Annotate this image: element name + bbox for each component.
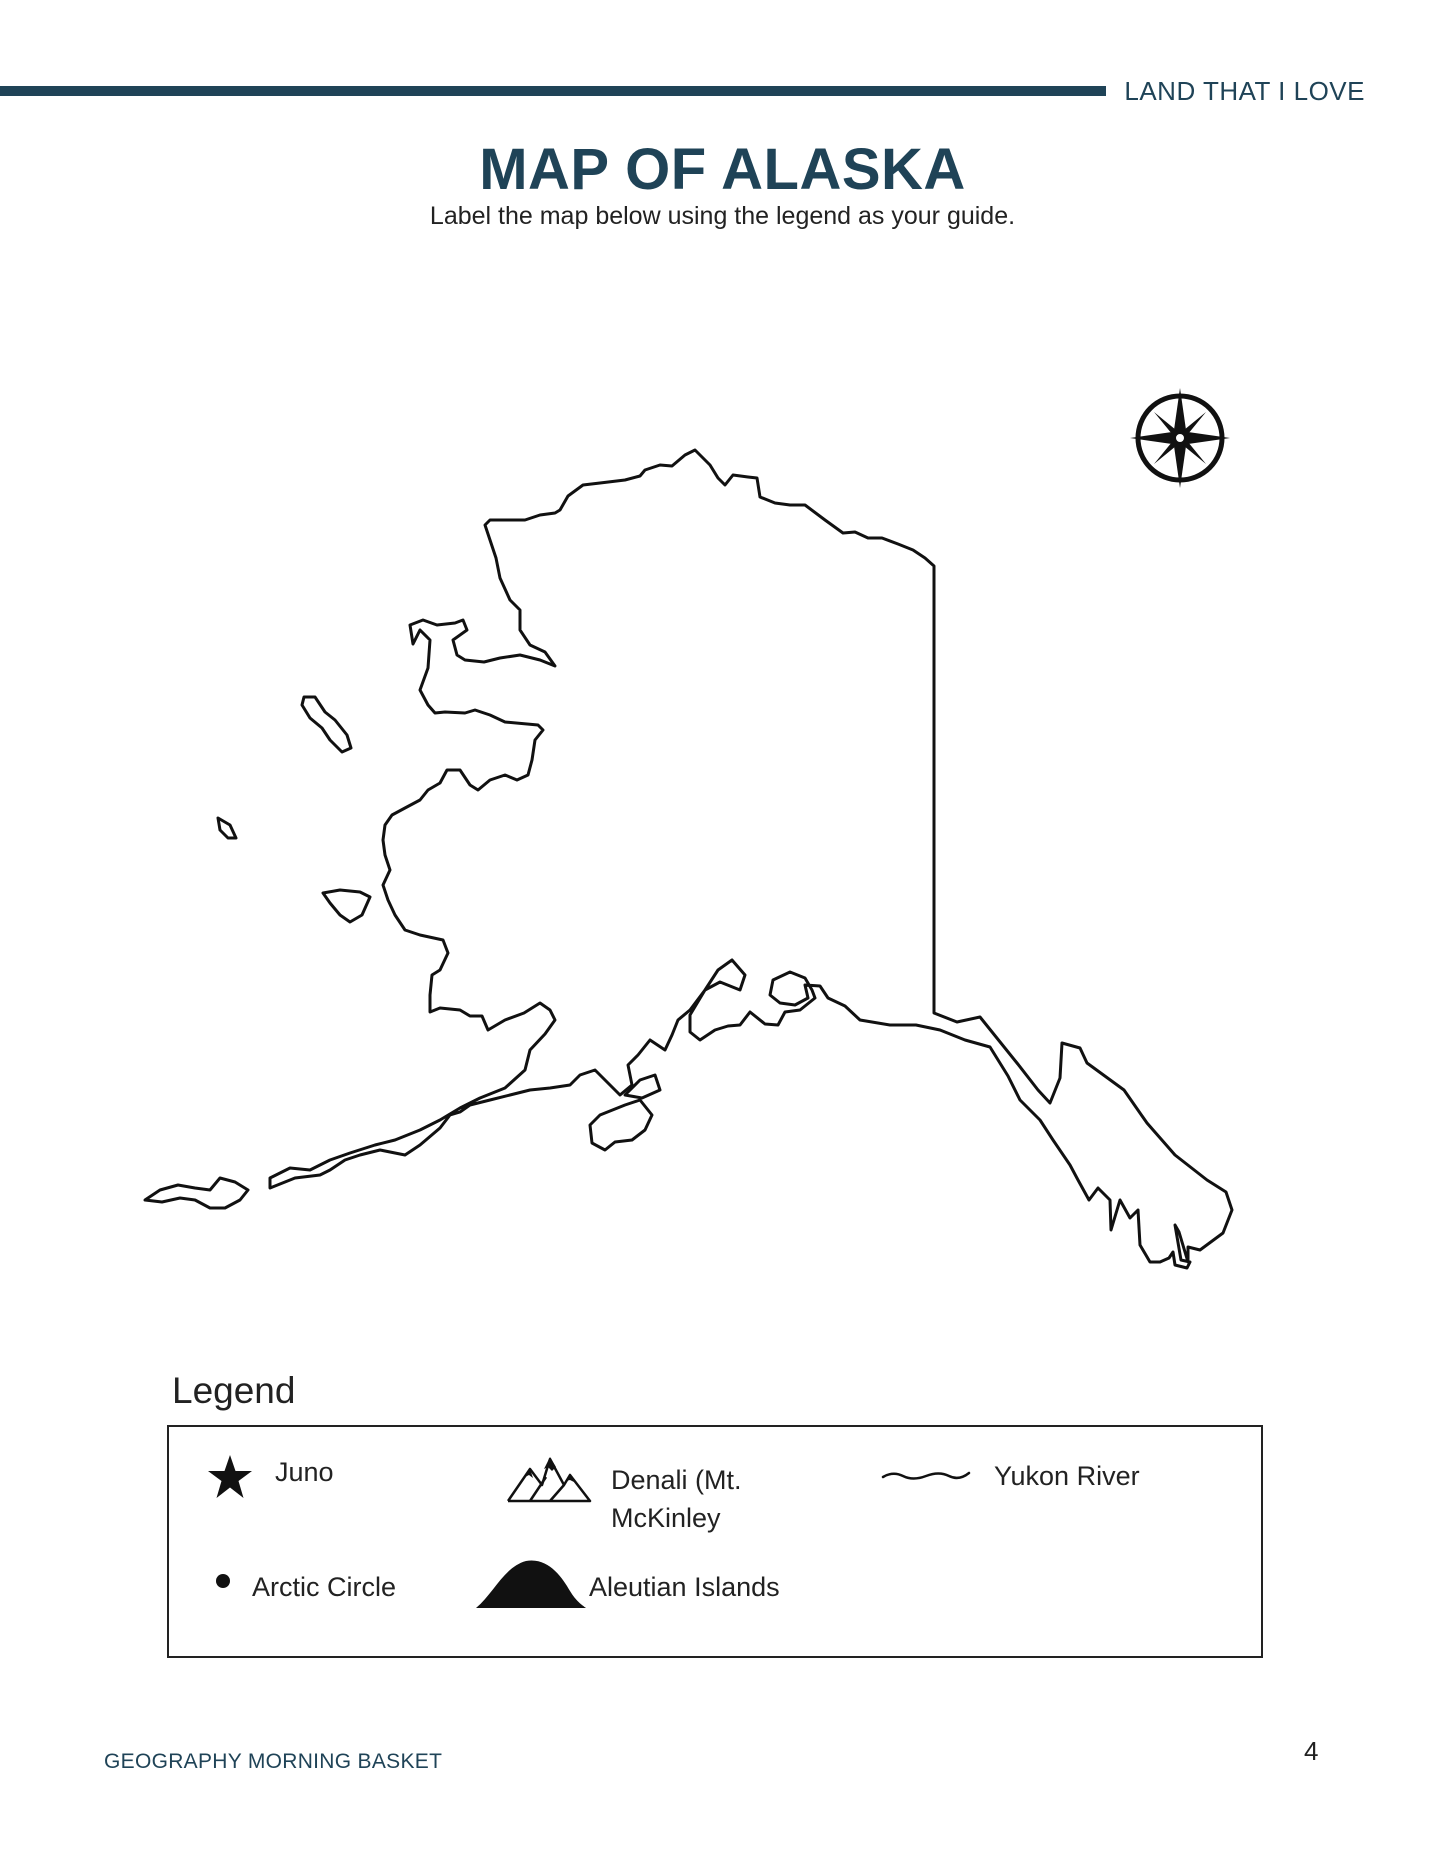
mountains-icon xyxy=(506,1449,592,1503)
legend-label-aleutian-islands: Aleutian Islands xyxy=(589,1572,780,1602)
st-lawrence-island-outline xyxy=(302,697,351,752)
st-matthew-island-outline xyxy=(218,818,236,838)
compass-rose-icon xyxy=(1130,388,1230,488)
legend-label-yukon-river: Yukon River xyxy=(994,1461,1140,1491)
page-title: MAP OF ALASKA xyxy=(479,137,966,202)
legend-label-juno: Juno xyxy=(275,1457,334,1487)
legend-box xyxy=(167,1425,1263,1658)
series-title: LAND THAT I LOVE xyxy=(1124,76,1365,106)
legend-label-arctic-circle: Arctic Circle xyxy=(252,1572,397,1602)
footer-series-name: GEOGRAPHY MORNING BASKET xyxy=(104,1750,443,1773)
wavy-line-icon xyxy=(881,1467,971,1483)
nunivak-island-outline xyxy=(323,890,370,922)
legend-title: Legend xyxy=(172,1370,296,1411)
page-number: 4 xyxy=(1304,1736,1319,1766)
dot-icon xyxy=(215,1573,231,1589)
aleutian-islands-outline xyxy=(145,1178,248,1208)
kodiak-island-outline xyxy=(590,1100,652,1150)
alaska-mainland-outline xyxy=(270,450,1232,1268)
hill-icon xyxy=(474,1557,588,1609)
star-icon xyxy=(207,1455,253,1499)
page-subtitle: Label the map below using the legend as your guide. xyxy=(429,202,1016,230)
legend-label-denali-line2: McKinley xyxy=(611,1503,721,1533)
legend-label-denali-line1: Denali (Mt. xyxy=(611,1465,742,1495)
